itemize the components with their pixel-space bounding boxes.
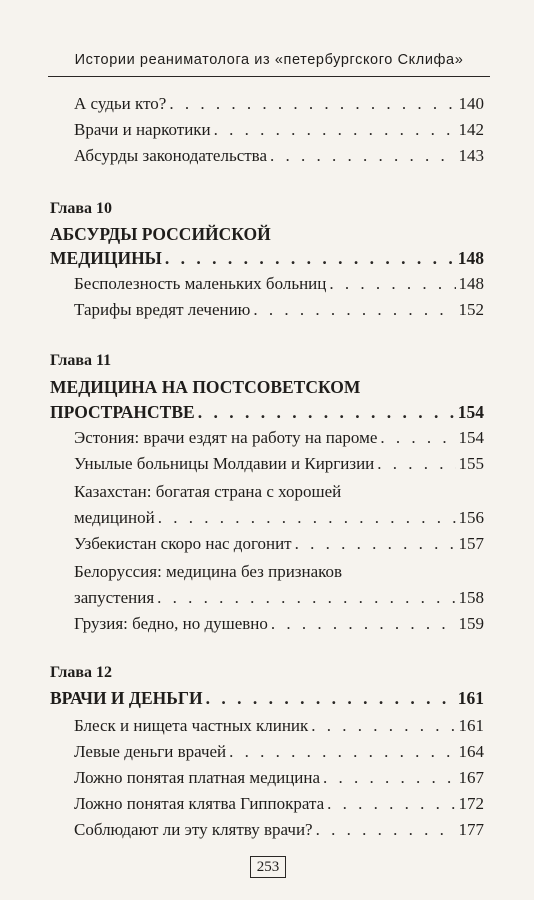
- toc-entry: [74, 146, 484, 172]
- toc-entry-page: 154: [458, 428, 484, 447]
- leader-dots: [169, 94, 455, 114]
- toc-entry-line1: [74, 562, 484, 588]
- toc-entry-title-cont: запустения: [74, 588, 155, 607]
- chapter-page: 148: [457, 248, 484, 268]
- toc-entry-page: 161: [458, 716, 484, 735]
- toc-entry-page: 167: [458, 768, 484, 787]
- toc-entry: [74, 588, 484, 614]
- toc-entry-title: Ложно понятая клятва Гиппократа: [74, 794, 325, 813]
- chapter-title: МЕДИЦИНЫ: [50, 248, 162, 268]
- toc-entry-page: 155: [458, 454, 484, 473]
- leader-dots: [271, 614, 456, 634]
- leader-dots: [253, 300, 455, 320]
- chapter-label: Глава 12: [50, 664, 112, 681]
- page-number: 253: [250, 856, 286, 878]
- toc-entry-page: 143: [458, 146, 484, 165]
- toc-entry-title: А судьи кто?: [74, 94, 167, 113]
- leader-dots: [329, 274, 455, 294]
- leader-dots: [158, 508, 456, 528]
- leader-dots: [311, 716, 455, 736]
- leader-dots: [327, 794, 455, 814]
- toc-entry: [74, 120, 484, 146]
- chapter-title: АБСУРДЫ РОССИЙСКОЙ: [50, 224, 271, 244]
- toc-entry: [74, 614, 484, 640]
- toc-entry-title: Левые деньги врачей: [74, 742, 227, 761]
- toc-entry: [74, 534, 484, 560]
- toc-entry-title: Узбекистан скоро нас догонит: [74, 534, 292, 553]
- leader-dots: [157, 588, 455, 608]
- toc-entry-page: 148: [458, 274, 484, 293]
- toc-entry-title: Белоруссия: медицина без признаков: [74, 562, 343, 581]
- chapter-title-entry: [50, 248, 484, 274]
- leader-dots: [377, 454, 455, 474]
- chapter-page: 154: [457, 402, 484, 422]
- toc-entry-title: Эстония: врачи ездят на работу на пароме: [74, 428, 378, 447]
- toc-entry-title: Казахстан: богатая страна с хорошей: [74, 482, 342, 501]
- leader-dots: [323, 768, 455, 788]
- toc-entry-title: Бесполезность маленьких больниц: [74, 274, 327, 293]
- leader-dots: [206, 688, 455, 709]
- toc-entry-title: Блеск и нищета частных клиник: [74, 716, 309, 735]
- leader-dots: [316, 820, 456, 840]
- toc-entry: [74, 820, 484, 846]
- toc-entry: [74, 794, 484, 820]
- toc-entry: [74, 300, 484, 326]
- leader-dots: [295, 534, 456, 554]
- toc-entry-page: 159: [458, 614, 484, 633]
- toc-entry: [74, 768, 484, 794]
- chapter-label: Глава 11: [50, 352, 112, 369]
- chapter-title: МЕДИЦИНА НА ПОСТСОВЕТСКОМ: [50, 377, 361, 397]
- leader-dots: [214, 120, 456, 140]
- toc-entry-title: Тарифы вредят лечению: [74, 300, 251, 319]
- leader-dots: [198, 402, 455, 423]
- toc-entry-page: 156: [458, 508, 484, 527]
- chapter-title-entry: [50, 688, 484, 714]
- toc-entry: [74, 428, 484, 454]
- leader-dots: [380, 428, 455, 448]
- toc-entry-title: Унылые больницы Молдавии и Киргизии: [74, 454, 375, 473]
- toc-entry-line1: [74, 482, 484, 508]
- toc-entry: [74, 454, 484, 480]
- toc-entry: [74, 508, 484, 534]
- toc-entry-title: Грузия: бедно, но душевно: [74, 614, 268, 633]
- leader-dots: [270, 146, 455, 166]
- leader-dots: [165, 248, 455, 269]
- toc-entry: [74, 274, 484, 300]
- toc-entry-title: Ложно понятая платная медицина: [74, 768, 321, 787]
- toc-entry-page: 152: [458, 300, 484, 319]
- running-head: Истории реаниматолога из «петербургского Склифа»: [74, 52, 464, 68]
- chapter-page: 161: [457, 688, 484, 708]
- toc-entry: [74, 742, 484, 768]
- toc-entry-page: 177: [458, 820, 484, 839]
- toc-entry-page: 142: [458, 120, 484, 139]
- toc-entry-title-cont: медициной: [74, 508, 155, 527]
- toc-entry-page: 140: [458, 94, 484, 113]
- leader-dots: [229, 742, 455, 762]
- toc-entry-page: 158: [458, 588, 484, 607]
- chapter-label: Глава 10: [50, 200, 112, 217]
- toc-entry-page: 172: [458, 794, 484, 813]
- toc-entry-title: Врачи и наркотики: [74, 120, 211, 139]
- chapter-title-entry: [50, 402, 484, 428]
- chapter-title: ПРОСТРАНСТВЕ: [50, 402, 195, 422]
- toc-entry: [74, 94, 484, 120]
- toc-entry-page: 164: [458, 742, 484, 761]
- toc-entry-page: 157: [458, 534, 484, 553]
- toc-entry: [74, 716, 484, 742]
- chapter-title: ВРАЧИ И ДЕНЬГИ: [50, 688, 203, 708]
- toc-entry-title: Соблюдают ли эту клятву врачи?: [74, 820, 313, 839]
- toc-entry-title: Абсурды законодательства: [74, 146, 268, 165]
- header-rule: [48, 76, 490, 77]
